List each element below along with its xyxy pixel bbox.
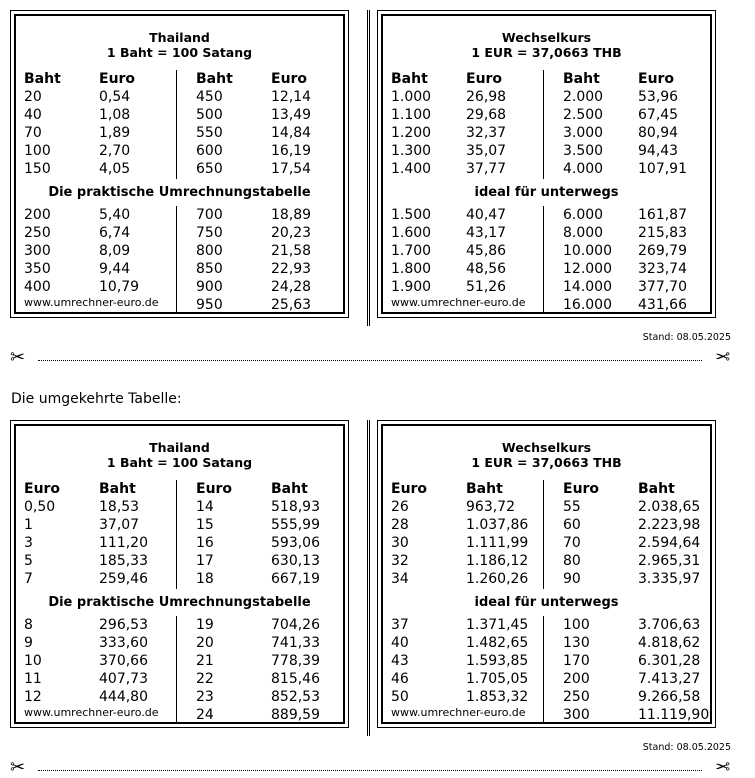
table-cell: 2.038,65 <box>638 499 701 515</box>
table-cell: 29,68 <box>466 107 507 123</box>
table-column <box>99 70 135 178</box>
column-header: Baht <box>196 71 233 87</box>
table-column <box>271 70 311 178</box>
table-cell: 1.260,26 <box>466 571 529 587</box>
column-header: Baht <box>271 481 308 497</box>
table-cell: 250 <box>24 225 51 241</box>
table-cell: 18,89 <box>271 207 312 223</box>
table-cell: 1,08 <box>99 107 131 123</box>
table-column <box>638 70 687 178</box>
table-cell: 4,05 <box>99 161 131 177</box>
table-cell: 269,79 <box>638 243 687 259</box>
table-column <box>99 616 148 706</box>
card-subtitle: 1 Baht = 100 Satang <box>106 45 253 60</box>
table-cell: 12.000 <box>563 261 612 277</box>
table-cell: 25,63 <box>271 297 312 313</box>
table-column <box>466 70 506 178</box>
table-cell: 667,19 <box>271 571 320 587</box>
table-column <box>24 480 60 588</box>
table-cell: 323,74 <box>638 261 687 277</box>
column-header: Baht <box>24 71 61 87</box>
table-cell: 215,83 <box>638 225 687 241</box>
column-header: Euro <box>391 481 428 497</box>
table-cell: 12,14 <box>271 89 312 105</box>
table-cell: 16 <box>196 535 214 551</box>
column-header: Baht <box>563 71 600 87</box>
column-divider <box>543 616 544 724</box>
table-cell: 28 <box>391 517 409 533</box>
table-cell: 1,89 <box>99 125 131 141</box>
table-cell: 10.000 <box>563 243 612 259</box>
table-column <box>391 206 431 296</box>
table-cell: 3.000 <box>563 125 604 141</box>
table-cell: 30 <box>391 535 409 551</box>
table-cell: 9.266,58 <box>638 689 701 705</box>
table-cell: 16,19 <box>271 143 312 159</box>
table-cell: 7 <box>24 571 33 587</box>
table-column <box>24 206 51 296</box>
table-cell: 35,07 <box>466 143 507 159</box>
table-cell: 6,74 <box>99 225 131 241</box>
table-cell: 200 <box>24 207 51 223</box>
table-cell: 40 <box>24 107 42 123</box>
table-cell: 1.482,65 <box>466 635 529 651</box>
table-cell: 8,09 <box>99 243 131 259</box>
table-column <box>271 480 320 588</box>
table-column <box>196 206 223 314</box>
table-cell: 9 <box>24 635 33 651</box>
table-cell: 4.000 <box>563 161 604 177</box>
table-column <box>563 480 599 588</box>
column-divider <box>176 70 177 179</box>
table-cell: 14.000 <box>563 279 612 295</box>
table-column <box>391 70 431 178</box>
table-cell: 1.300 <box>391 143 432 159</box>
table-cell: 170 <box>563 653 590 669</box>
table-cell: 22 <box>196 671 214 687</box>
table-cell: 14,84 <box>271 125 312 141</box>
table-cell: 2.223,98 <box>638 517 701 533</box>
column-header: Euro <box>24 481 61 497</box>
table-column <box>466 206 506 296</box>
table-cell: 1.853,32 <box>466 689 529 705</box>
table-cell: 889,59 <box>271 707 320 723</box>
table-cell: 15 <box>196 517 214 533</box>
table-cell: 32 <box>391 553 409 569</box>
table-cell: 32,37 <box>466 125 507 141</box>
card-subtitle: 1 EUR = 37,0663 THB <box>471 455 622 470</box>
table-cell: 80 <box>563 553 581 569</box>
table-cell: 67,45 <box>638 107 679 123</box>
table-cell: 11 <box>24 671 42 687</box>
table-cell: 650 <box>196 161 223 177</box>
scissors-icon: ✂ <box>714 757 730 778</box>
table-cell: 4.818,62 <box>638 635 701 651</box>
table-cell: 24 <box>196 707 214 723</box>
table-column <box>391 480 427 588</box>
column-header: Euro <box>563 481 600 497</box>
table-cell: 100 <box>24 143 51 159</box>
table-cell: 1.000 <box>391 89 432 105</box>
table-cell: 963,72 <box>466 499 515 515</box>
table-cell: 555,99 <box>271 517 320 533</box>
table-cell: 0,50 <box>24 499 56 515</box>
table-column <box>466 480 528 588</box>
table-cell: 1.700 <box>391 243 432 259</box>
card-title: Wechselkurs <box>501 30 592 45</box>
table-cell: 700 <box>196 207 223 223</box>
table-cell: 19 <box>196 617 214 633</box>
table-column <box>563 616 590 724</box>
table-subheading: ideal für unterwegs <box>474 595 619 610</box>
table-cell: 130 <box>563 635 590 651</box>
table-column <box>638 206 687 314</box>
table-cell: 3.500 <box>563 143 604 159</box>
card-frame <box>381 424 712 724</box>
table-cell: 200 <box>563 671 590 687</box>
table-cell: 750 <box>196 225 223 241</box>
table-cell: 43 <box>391 653 409 669</box>
table-cell: 1.593,85 <box>466 653 529 669</box>
card-subtitle: 1 Baht = 100 Satang <box>106 455 253 470</box>
table-cell: 10,79 <box>99 279 140 295</box>
column-header: Euro <box>196 481 233 497</box>
table-cell: 37,77 <box>466 161 507 177</box>
table-column <box>638 480 700 588</box>
table-cell: 2,70 <box>99 143 131 159</box>
table-cell: 50 <box>391 689 409 705</box>
table-cell: 1.500 <box>391 207 432 223</box>
date-stamp: Stand: 08.05.2025 <box>642 742 731 753</box>
column-divider <box>176 206 177 314</box>
table-cell: 20 <box>24 89 42 105</box>
dotted-line <box>38 770 702 771</box>
table-subheading: Die praktische Umrechnungstabelle <box>48 185 311 200</box>
table-cell: 11.119,90 <box>638 707 710 723</box>
table-cell: 2.500 <box>563 107 604 123</box>
table-cell: 1.800 <box>391 261 432 277</box>
table-cell: 600 <box>196 143 223 159</box>
scissors-icon: ✂ <box>10 757 26 778</box>
table-column <box>196 70 233 178</box>
table-cell: 778,39 <box>271 653 320 669</box>
table-cell: 431,66 <box>638 297 687 313</box>
right-card <box>377 420 716 728</box>
table-cell: 2.000 <box>563 89 604 105</box>
cut-line <box>10 757 730 778</box>
table-column <box>24 616 42 706</box>
table-cell: 53,96 <box>638 89 679 105</box>
table-cell: 1.111,99 <box>466 535 529 551</box>
table-column <box>99 480 148 588</box>
table-cell: 40 <box>391 635 409 651</box>
table-cell: 407,73 <box>99 671 148 687</box>
column-header: Baht <box>99 481 136 497</box>
table-cell: 1.600 <box>391 225 432 241</box>
column-divider <box>543 70 544 179</box>
website-url: www.umrechner-euro.de <box>391 706 526 719</box>
table-cell: 40,47 <box>466 207 507 223</box>
table-cell: 1.186,12 <box>466 553 529 569</box>
table-cell: 741,33 <box>271 635 320 651</box>
table-cell: 518,93 <box>271 499 320 515</box>
card-title: Wechselkurs <box>501 440 592 455</box>
table-cell: 850 <box>196 261 223 277</box>
table-cell: 1.100 <box>391 107 432 123</box>
left-card <box>10 10 349 318</box>
table-cell: 1.037,86 <box>466 517 529 533</box>
scissors-icon: ✂ <box>714 347 730 368</box>
table-column <box>24 70 61 178</box>
table-cell: 94,43 <box>638 143 679 159</box>
table-cell: 21 <box>196 653 214 669</box>
left-card <box>10 420 349 728</box>
table-cell: 815,46 <box>271 671 320 687</box>
table-cell: 14 <box>196 499 214 515</box>
table-column <box>271 616 320 724</box>
table-cell: 250 <box>563 689 590 705</box>
table-cell: 46 <box>391 671 409 687</box>
table-subheading: Die praktische Umrechnungstabelle <box>48 595 311 610</box>
card-frame <box>14 424 345 724</box>
table-cell: 3.335,97 <box>638 571 701 587</box>
table-cell: 950 <box>196 297 223 313</box>
table-column <box>391 616 409 706</box>
table-cell: 161,87 <box>638 207 687 223</box>
table-cell: 1.400 <box>391 161 432 177</box>
table-cell: 23 <box>196 689 214 705</box>
table-cell: 444,80 <box>99 689 148 705</box>
table-cell: 51,26 <box>466 279 507 295</box>
table-cell: 5,40 <box>99 207 131 223</box>
table-column <box>271 206 311 314</box>
table-cell: 370,66 <box>99 653 148 669</box>
table-column <box>99 206 139 296</box>
table-cell: 259,46 <box>99 571 148 587</box>
table-cell: 80,94 <box>638 125 679 141</box>
table-cell: 22,93 <box>271 261 312 277</box>
table-cell: 20 <box>196 635 214 651</box>
table-cell: 900 <box>196 279 223 295</box>
table-cell: 2.594,64 <box>638 535 701 551</box>
table-cell: 296,53 <box>99 617 148 633</box>
table-column <box>196 480 232 588</box>
table-subheading: ideal für unterwegs <box>474 185 619 200</box>
card-separator <box>369 420 370 736</box>
card-frame <box>14 14 345 314</box>
table-cell: 852,53 <box>271 689 320 705</box>
table-cell: 111,20 <box>99 535 148 551</box>
table-cell: 0,54 <box>99 89 131 105</box>
column-divider <box>176 616 177 724</box>
table-cell: 107,91 <box>638 161 687 177</box>
table-cell: 630,13 <box>271 553 320 569</box>
table-cell: 60 <box>563 517 581 533</box>
table-column <box>563 70 603 178</box>
table-cell: 10 <box>24 653 42 669</box>
scissors-icon: ✂ <box>10 347 26 368</box>
table-cell: 70 <box>563 535 581 551</box>
table-cell: 20,23 <box>271 225 312 241</box>
table-cell: 18 <box>196 571 214 587</box>
table-cell: 34 <box>391 571 409 587</box>
table-cell: 21,58 <box>271 243 312 259</box>
table-cell: 26 <box>391 499 409 515</box>
table-cell: 37 <box>391 617 409 633</box>
table-cell: 800 <box>196 243 223 259</box>
table-cell: 45,86 <box>466 243 507 259</box>
table-cell: 24,28 <box>271 279 312 295</box>
card-separator <box>367 420 368 736</box>
table-cell: 185,33 <box>99 553 148 569</box>
table-cell: 37,07 <box>99 517 140 533</box>
table-cell: 3 <box>24 535 33 551</box>
website-url: www.umrechner-euro.de <box>391 296 526 309</box>
table-cell: 13,49 <box>271 107 312 123</box>
table-cell: 55 <box>563 499 581 515</box>
table-cell: 300 <box>24 243 51 259</box>
column-header: Euro <box>466 71 503 87</box>
table-cell: 6.000 <box>563 207 604 223</box>
table-cell: 100 <box>563 617 590 633</box>
website-url: www.umrechner-euro.de <box>24 296 159 309</box>
table-cell: 500 <box>196 107 223 123</box>
table-cell: 12 <box>24 689 42 705</box>
table-cell: 150 <box>24 161 51 177</box>
website-url: www.umrechner-euro.de <box>24 706 159 719</box>
table-cell: 1.900 <box>391 279 432 295</box>
card-title: Thailand <box>149 440 210 455</box>
column-divider <box>543 480 544 589</box>
column-header: Euro <box>271 71 308 87</box>
table-cell: 400 <box>24 279 51 295</box>
table-cell: 17,54 <box>271 161 312 177</box>
table-cell: 70 <box>24 125 42 141</box>
card-title: Thailand <box>149 30 210 45</box>
table-cell: 333,60 <box>99 635 148 651</box>
cut-line <box>10 347 730 368</box>
table-column <box>196 616 214 724</box>
table-cell: 2.965,31 <box>638 553 701 569</box>
table-cell: 593,06 <box>271 535 320 551</box>
table-cell: 5 <box>24 553 33 569</box>
right-card <box>377 10 716 318</box>
table-cell: 16.000 <box>563 297 612 313</box>
column-header: Baht <box>638 481 675 497</box>
column-header: Euro <box>99 71 136 87</box>
table-column <box>563 206 612 314</box>
card-subtitle: 1 EUR = 37,0663 THB <box>471 45 622 60</box>
table-cell: 1 <box>24 517 33 533</box>
table-cell: 8 <box>24 617 33 633</box>
table-cell: 8.000 <box>563 225 604 241</box>
table-cell: 6.301,28 <box>638 653 701 669</box>
table-cell: 3.706,63 <box>638 617 701 633</box>
column-header: Euro <box>638 71 675 87</box>
table-cell: 17 <box>196 553 214 569</box>
table-cell: 7.413,27 <box>638 671 701 687</box>
card-frame <box>381 14 712 314</box>
reverse-table-label: Die umgekehrte Tabelle: <box>11 391 182 407</box>
column-header: Baht <box>391 71 428 87</box>
card-separator <box>369 10 370 326</box>
table-cell: 18,53 <box>99 499 140 515</box>
dotted-line <box>38 360 702 361</box>
table-cell: 450 <box>196 89 223 105</box>
column-divider <box>543 206 544 314</box>
table-column <box>466 616 528 706</box>
table-cell: 43,17 <box>466 225 507 241</box>
table-cell: 377,70 <box>638 279 687 295</box>
table-cell: 1.200 <box>391 125 432 141</box>
table-cell: 1.371,45 <box>466 617 529 633</box>
table-cell: 350 <box>24 261 51 277</box>
table-cell: 300 <box>563 707 590 723</box>
table-cell: 48,56 <box>466 261 507 277</box>
column-divider <box>176 480 177 589</box>
table-cell: 704,26 <box>271 617 320 633</box>
date-stamp: Stand: 08.05.2025 <box>642 332 731 343</box>
table-cell: 90 <box>563 571 581 587</box>
table-cell: 1.705,05 <box>466 671 529 687</box>
table-cell: 9,44 <box>99 261 131 277</box>
table-column <box>638 616 709 724</box>
card-separator <box>367 10 368 326</box>
table-cell: 550 <box>196 125 223 141</box>
table-cell: 26,98 <box>466 89 507 105</box>
column-header: Baht <box>466 481 503 497</box>
